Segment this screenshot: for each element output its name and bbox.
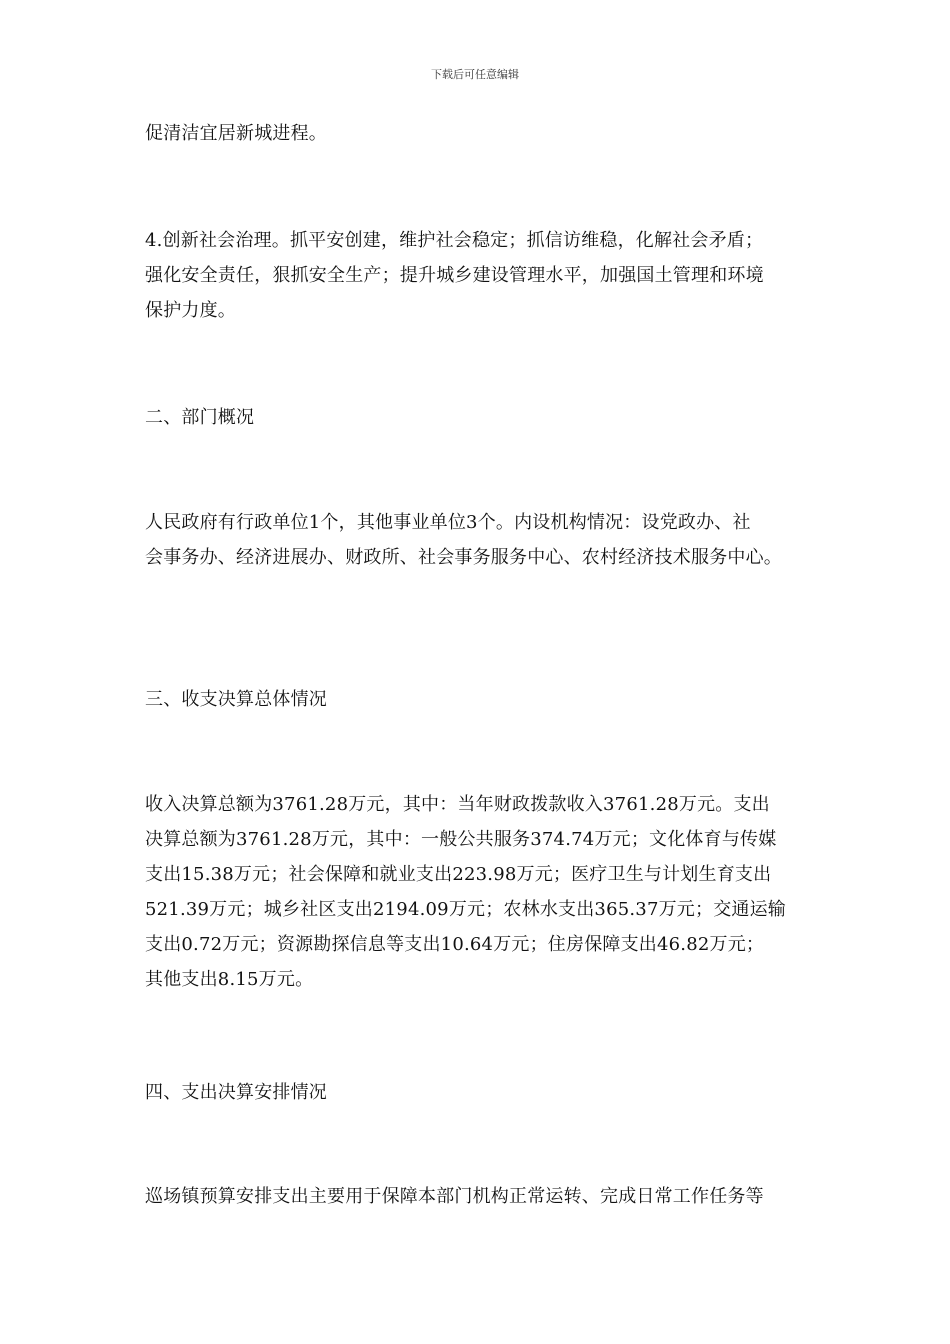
text-line: 人民政府有行政单位1个，其他事业单位3个。内设机构情况：设党政办、社 — [145, 512, 751, 533]
text-line: 强化安全责任，狠抓安全生产；提升城乡建设管理水平，加强国土管理和环境 — [145, 265, 764, 286]
paragraph-budget-overview — [145, 787, 815, 997]
page-header-note: 下载后可任意编辑 — [431, 68, 519, 81]
text-line: 其他支出8.15万元。 — [145, 969, 314, 990]
section-heading-expenditure-arrangement — [145, 1075, 815, 1110]
heading-text: 四、支出决算安排情况 — [145, 1082, 327, 1103]
text-line: 决算总额为3761.28万元，其中：一般公共服务374.74万元；文化体育与传媒 — [145, 829, 777, 850]
text-line: 巡场镇预算安排支出主要用于保障本部门机构正常运转、完成日常工作任务等 — [145, 1186, 764, 1207]
heading-text: 二、部门概况 — [145, 407, 255, 428]
text-line: 收入决算总额为3761.28万元，其中：当年财政拨款收入3761.28万元。支出 — [145, 794, 770, 815]
text-line: 支出0.72万元；资源勘探信息等支出10.64万元；住房保障支出46.82万元； — [145, 934, 765, 955]
paragraph-expenditure-arrangement — [145, 1179, 815, 1214]
paragraph-intro-tail — [145, 116, 815, 151]
heading-text: 三、收支决算总体情况 — [145, 689, 327, 710]
section-heading-budget-overview — [145, 682, 815, 717]
paragraph-social-governance — [145, 223, 815, 328]
text-line: 会事务办、经济进展办、财政所、社会事务服务中心、农村经济技术服务中心。 — [145, 547, 782, 568]
text-line: 保护力度。 — [145, 300, 236, 321]
section-heading-department-overview — [145, 400, 815, 435]
text-line: 521.39万元；城乡社区支出2194.09万元；农林水支出365.37万元；交通运输 — [145, 899, 786, 920]
text-line: 支出15.38万元；社会保障和就业支出223.98万元；医疗卫生与计划生育支出 — [145, 864, 772, 885]
text-line: 促清洁宜居新城进程。 — [145, 123, 327, 144]
text-line: 4.创新社会治理。抓平安创建，维护社会稳定；抓信访维稳，化解社会矛盾； — [145, 230, 764, 251]
paragraph-department-overview — [145, 505, 815, 575]
